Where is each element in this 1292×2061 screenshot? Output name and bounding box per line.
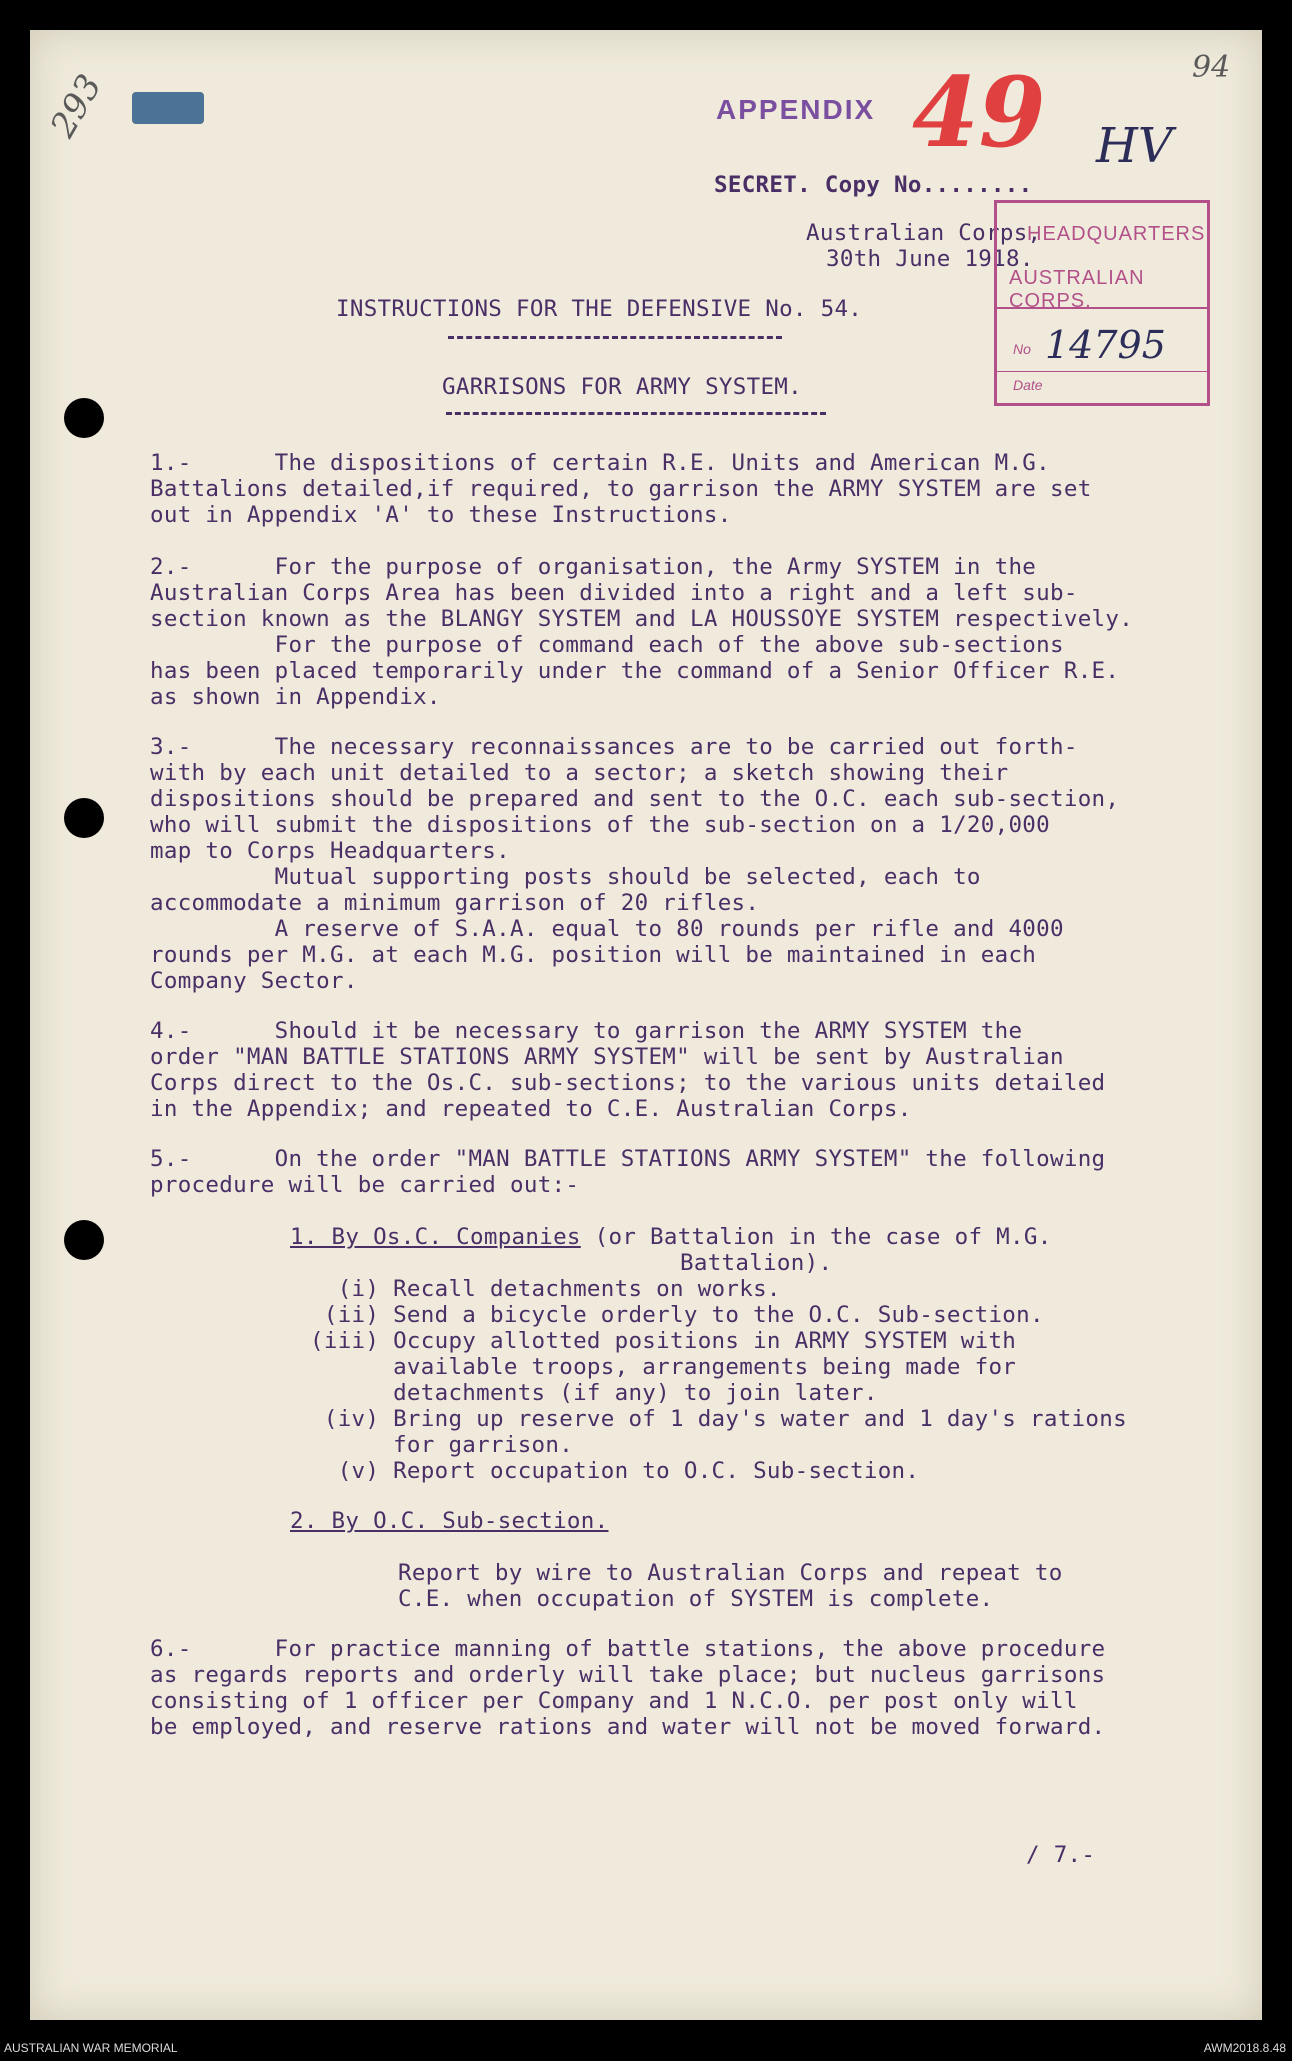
document-subtitle: GARRISONS FOR ARMY SYSTEM. xyxy=(442,374,802,400)
text-line: 5.- On the order "MAN BATTLE STATIONS ARMY SYSTEM" the following xyxy=(150,1146,1106,1172)
text-line: rounds per M.G. at each M.G. position will be maintained in each xyxy=(150,942,1037,968)
text-line: C.E. when occupation of SYSTEM is complete. xyxy=(398,1586,994,1612)
punch-hole xyxy=(64,398,104,438)
text-line: with by each unit detailed to a sector; a sketch showing their xyxy=(150,760,1009,786)
text-line: 6.- For practice manning of battle stations, the above procedure xyxy=(150,1636,1106,1662)
text-line: out in Appendix 'A' to these Instructions. xyxy=(150,502,732,528)
text-line: Battalion). xyxy=(680,1250,833,1276)
text-line: For the purpose of command each of the above sub-sections xyxy=(150,632,1064,658)
punch-hole xyxy=(64,1220,104,1260)
text-line: section known as the BLANGY SYSTEM and LA HOUSSOYE SYSTEM respectively. xyxy=(150,606,1134,632)
text-line: consisting of 1 officer per Company and 1 N.C.O. per post only will xyxy=(150,1688,1078,1714)
list-item: (iv) Bring up reserve of 1 day's water and 1 day's rations xyxy=(310,1406,1127,1432)
text-line: accommodate a minimum garrison of 20 rifles. xyxy=(150,890,760,916)
text-line: in the Appendix; and repeated to C.E. Australian Corps. xyxy=(150,1096,912,1122)
page-continuation: / 7.- xyxy=(1026,1842,1096,1868)
document-title: INSTRUCTIONS FOR THE DEFENSIVE No. 54. xyxy=(336,296,863,322)
text-line: Battalions detailed,if required, to garrison the ARMY SYSTEM are set xyxy=(150,476,1092,502)
list-item: detachments (if any) to join later. xyxy=(310,1380,878,1406)
text-line: as regards reports and orderly will take place; but nucleus garrisons xyxy=(150,1662,1106,1688)
appendix-stamp: APPENDIX xyxy=(716,94,876,125)
text-line: Report by wire to Australian Corps and repeat to xyxy=(398,1560,1063,1586)
subsection-heading: 2. By O.C. Sub-section. xyxy=(290,1508,609,1534)
list-item: (iii) Occupy allotted positions in ARMY SYSTEM with xyxy=(310,1328,1017,1354)
text-line: Mutual supporting posts should be selected, each to xyxy=(150,864,981,890)
hq-stamp-date-label: Date xyxy=(1013,377,1043,393)
text-line: Australian Corps Area has been divided into a right and a left sub- xyxy=(150,580,1078,606)
text-line: 4.- Should it be necessary to garrison the ARMY SYSTEM the xyxy=(150,1018,1023,1044)
text-line: 2.- For the purpose of organisation, the Army SYSTEM in the xyxy=(150,554,1037,580)
hq-stamp-no-value: 14795 xyxy=(1045,323,1166,367)
footer-reference: AWM2018.8.48 xyxy=(1203,2041,1286,2055)
list-item: (v) Report occupation to O.C. Sub-section. xyxy=(310,1458,920,1484)
text-line: Corps direct to the Os.C. sub-sections; to the various units detailed xyxy=(150,1070,1106,1096)
subsection-heading-rest: (or Battalion in the case of M.G. xyxy=(580,1224,1052,1250)
appendix-number: 49 xyxy=(912,56,1046,169)
secret-copy-line: SECRET. Copy No........ xyxy=(714,172,1033,198)
hq-stamp-divider xyxy=(997,371,1207,372)
list-item: available troops, arrangements being made for xyxy=(310,1354,1017,1380)
list-item: (ii) Send a bicycle orderly to the O.C. Sub-section. xyxy=(310,1302,1044,1328)
text-line: 1.- The dispositions of certain R.E. Units and American M.G. xyxy=(150,450,1050,476)
archive-number: 293 xyxy=(42,67,111,145)
folio-number: 94 xyxy=(1192,50,1231,85)
text-line: dispositions should be prepared and sent to the O.C. each sub-section, xyxy=(150,786,1120,812)
subsection-heading xyxy=(290,1224,1052,1250)
hq-stamp-line1: HEADQUARTERS, xyxy=(1027,223,1212,245)
hq-stamp-no-label: No xyxy=(1013,341,1031,357)
text-line: 3.- The necessary reconnaissances are to be carried out forth- xyxy=(150,734,1078,760)
text-line: who will submit the dispositions of the sub-section on a 1/20,000 xyxy=(150,812,1050,838)
text-line: procedure will be carried out:- xyxy=(150,1172,580,1198)
headquarters-stamp xyxy=(994,200,1210,406)
list-item: (i) Recall detachments on works. xyxy=(310,1276,781,1302)
text-line: A reserve of S.A.A. equal to 80 rounds per rifle and 4000 xyxy=(150,916,1064,942)
text-line: as shown in Appendix. xyxy=(150,684,441,710)
origin-line: Australian Corps, xyxy=(806,220,1042,246)
subtitle-underline xyxy=(446,412,826,415)
text-line: Company Sector. xyxy=(150,968,358,994)
date-line: 30th June 1918. xyxy=(826,246,1034,272)
hq-stamp-line2: AUSTRALIAN CORPS. xyxy=(1009,267,1145,312)
text-line: be employed, and reserve rations and water will not be moved forward. xyxy=(150,1714,1106,1740)
subsection-heading-label: 1. By Os.C. Companies xyxy=(290,1224,581,1250)
text-line: order "MAN BATTLE STATIONS ARMY SYSTEM" will be sent by Australian xyxy=(150,1044,1064,1070)
copy-initials: HV xyxy=(1096,118,1173,174)
title-underline xyxy=(448,336,782,339)
text-line: has been placed temporarily under the command of a Senior Officer R.E. xyxy=(150,658,1120,684)
text-line: map to Corps Headquarters. xyxy=(150,838,510,864)
footer-source: AUSTRALIAN WAR MEMORIAL xyxy=(4,2041,178,2055)
hq-stamp-divider xyxy=(997,307,1207,309)
blue-ink-stamp xyxy=(132,92,204,124)
list-item: for garrison. xyxy=(310,1432,574,1458)
punch-hole xyxy=(64,798,104,838)
